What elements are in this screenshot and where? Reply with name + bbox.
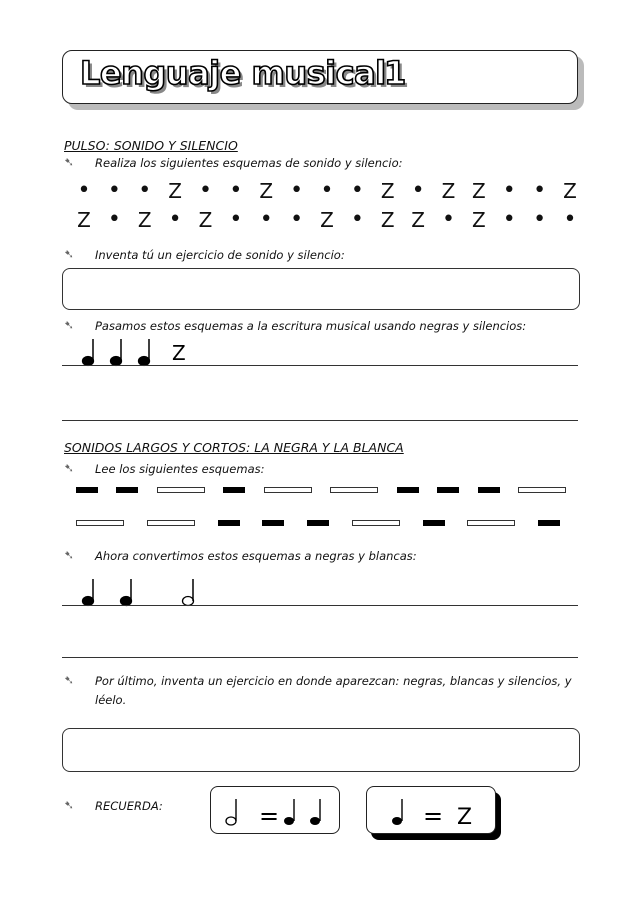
dot-sound-symbol: • [320, 178, 334, 203]
long-sound-bar [76, 520, 124, 526]
section-heading-largos: SONIDOS LARGOS Y CORTOS: LA NEGRA Y LA BLANCA [64, 440, 404, 455]
instruction: Realiza los siguientes esquemas de sonido y silencio: [95, 156, 403, 170]
equals-sign: = [423, 802, 444, 830]
long-sound-bar [352, 520, 400, 526]
short-sound-bar [76, 487, 98, 493]
dot-sound-symbol: • [290, 207, 304, 232]
dot-sound-symbol: • [350, 178, 364, 203]
dot-sound-symbol: • [442, 207, 455, 232]
sound-silence-row-1 [72, 178, 582, 203]
hand-pointer-icon: ➷ [64, 155, 75, 169]
sound-silence-row-2 [72, 207, 582, 232]
rest-symbol: Z [168, 178, 182, 203]
rest-symbol: Z [77, 207, 91, 232]
section-heading-pulso: PULSO: SONIDO Y SILENCIO [64, 138, 238, 153]
equals-sign: = [259, 802, 280, 830]
quarter-note-icon [392, 817, 402, 825]
quarter-note-icon [139, 339, 150, 366]
long-sound-bar [157, 487, 205, 493]
dot-sound-symbol: • [502, 178, 516, 203]
svg-text:Z: Z [172, 341, 186, 365]
rest-icon [172, 341, 186, 365]
rest-symbol: Z [411, 207, 425, 232]
rest-symbol: Z [320, 207, 334, 232]
rest-symbol: Z [472, 207, 486, 232]
page-title: Lenguaje musical [80, 54, 386, 92]
short-sound-bar [423, 520, 445, 526]
answer-box-1[interactable] [62, 268, 580, 310]
recuerda-box-blanca [210, 786, 340, 834]
duration-row-2 [76, 518, 560, 528]
quarter-note-icon [83, 339, 94, 366]
recuerda-label: RECUERDA: [95, 799, 163, 813]
dot-sound-symbol: • [259, 207, 273, 232]
dot-sound-symbol: • [107, 178, 121, 203]
answer-box-2[interactable] [62, 728, 580, 772]
dot-sound-symbol: • [168, 207, 182, 232]
dot-sound-symbol: • [229, 178, 243, 203]
instruction: Lee los siguientes esquemas: [95, 462, 265, 476]
dot-sound-symbol: • [533, 178, 547, 203]
short-sound-bar [223, 487, 245, 493]
page-number: 1 [384, 54, 407, 92]
short-sound-bar [218, 520, 240, 526]
quarter-note-icon [284, 817, 294, 825]
writing-line[interactable] [62, 365, 578, 366]
dot-sound-symbol: • [290, 178, 304, 203]
quarter-note-icon [310, 817, 320, 825]
rest-symbol: Z [441, 178, 456, 203]
rest-symbol: Z [137, 207, 152, 232]
instruction: Inventa tú un ejercicio de sonido y silencio: [95, 248, 345, 262]
short-sound-bar [538, 520, 560, 526]
rest-symbol: Z [198, 207, 213, 232]
half-note-icon [183, 579, 194, 606]
rest-symbol: Z [380, 207, 395, 232]
hand-pointer-icon: ➷ [64, 247, 75, 261]
half-note-icon [226, 817, 236, 825]
dot-sound-symbol: • [533, 207, 547, 232]
instruction: Por último, inventa un ejercicio en donde aparezcan: negras, blancas y silencios, y léelo. [95, 674, 572, 707]
long-sound-bar [467, 520, 515, 526]
instruction: Ahora convertimos estos esquemas a negras y blancas: [95, 549, 417, 563]
dot-sound-symbol: • [502, 207, 516, 232]
rest-symbol: Z [457, 805, 473, 830]
rest-symbol: Z [563, 178, 577, 203]
dot-sound-symbol: • [138, 178, 152, 203]
dot-sound-symbol: • [229, 207, 243, 232]
quarter-note-icon [111, 339, 122, 366]
dot-sound-symbol: • [199, 178, 212, 203]
writing-line[interactable] [62, 657, 578, 658]
dot-sound-symbol: • [77, 178, 91, 203]
short-sound-bar [437, 487, 459, 493]
recuerda-box-silencio [366, 786, 496, 834]
quarter-note-icon [121, 579, 132, 606]
duration-row-1 [76, 485, 566, 495]
hand-pointer-icon: ➷ [64, 461, 75, 475]
long-sound-bar [264, 487, 312, 493]
hand-pointer-icon: ➷ [64, 318, 75, 332]
hand-pointer-icon: ➷ [64, 798, 75, 812]
long-sound-bar [147, 520, 195, 526]
rest-symbol: Z [472, 178, 486, 203]
short-sound-bar [262, 520, 284, 526]
dot-sound-symbol: • [563, 207, 577, 232]
dot-sound-symbol: • [350, 207, 364, 232]
short-sound-bar [307, 520, 329, 526]
long-sound-bar [330, 487, 378, 493]
instruction: Pasamos estos esquemas a la escritura musical usando negras y silencios: [95, 319, 527, 333]
dot-sound-symbol: • [107, 207, 121, 232]
short-sound-bar [478, 487, 500, 493]
long-sound-bar [518, 487, 566, 493]
hand-pointer-icon: ➷ [64, 673, 75, 687]
dot-sound-symbol: • [411, 178, 425, 203]
rest-symbol: Z [259, 178, 274, 203]
rest-symbol: Z [380, 178, 395, 203]
writing-line[interactable] [62, 605, 578, 606]
hand-pointer-icon: ➷ [64, 548, 75, 562]
short-sound-bar [116, 487, 138, 493]
short-sound-bar [397, 487, 419, 493]
quarter-note-icon [83, 579, 94, 606]
writing-line[interactable] [62, 420, 578, 421]
